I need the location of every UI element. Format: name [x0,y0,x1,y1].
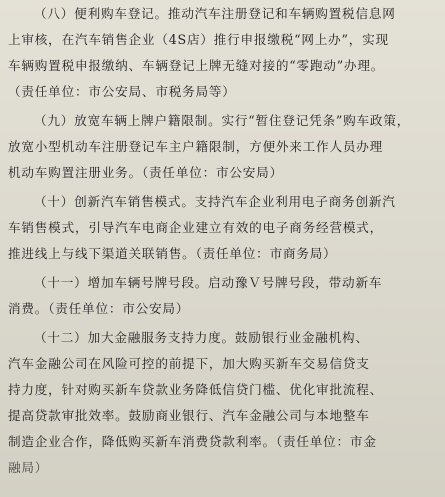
text-line: （八）便利购车登记。推动汽车注册登记和车辆购置税信息网 [34,6,396,21]
text-line: 汽车金融公司在风险可控的前提下，加大购买新车交易信贷支 [8,356,370,371]
text-line: 推进线上与线下渠道关联销售。（责任单位：市商务局） [8,246,337,261]
text-line: 融局） [8,460,49,475]
text-line: 上审核，在汽车销售企业（4S店）推行申报缴税“网上办”，实现 [8,32,389,47]
text-line: 制造企业合作，降低购买新车消费贷款利率。（责任单位：市金 [8,434,377,449]
text-line: 持力度，针对购买新车贷款业务降低信贷门槛、优化审批流程、 [8,382,384,397]
text-line: 放宽小型机动车注册登记车主户籍限制，方便外来工作人员办理 [8,139,384,154]
text-line: （责任单位：市公安局、市税务局等） [8,84,236,99]
text-line: 消费。（责任单位：市公安局） [8,301,190,316]
text-line: 机动车购置注册业务。（责任单位：市公安局） [8,165,283,180]
text-line: 车辆购置税申报缴纳、车辆登记上牌无缝对接的“零跑动”办理。 [8,58,385,73]
text-line: 提高贷款审批效率。鼓励商业银行、汽车金融公司与本地整车 [8,408,370,423]
text-line: （九）放宽车辆上牌户籍限制。实行“暂住登记凭条”购车政策， [34,113,411,128]
text-line: （十）创新汽车销售模式。支持汽车企业利用电子商务创新汽 [34,194,396,209]
text-line: 车销售模式，引导汽车电商企业建立有效的电子商务经营模式， [8,220,384,235]
text-line: （十一）增加车辆号牌号段。启动豫Ｖ号牌号段，带动新车 [34,275,383,290]
text-line: （十二）加大金融服务支持力度。鼓励银行业金融机构、 [34,330,369,345]
